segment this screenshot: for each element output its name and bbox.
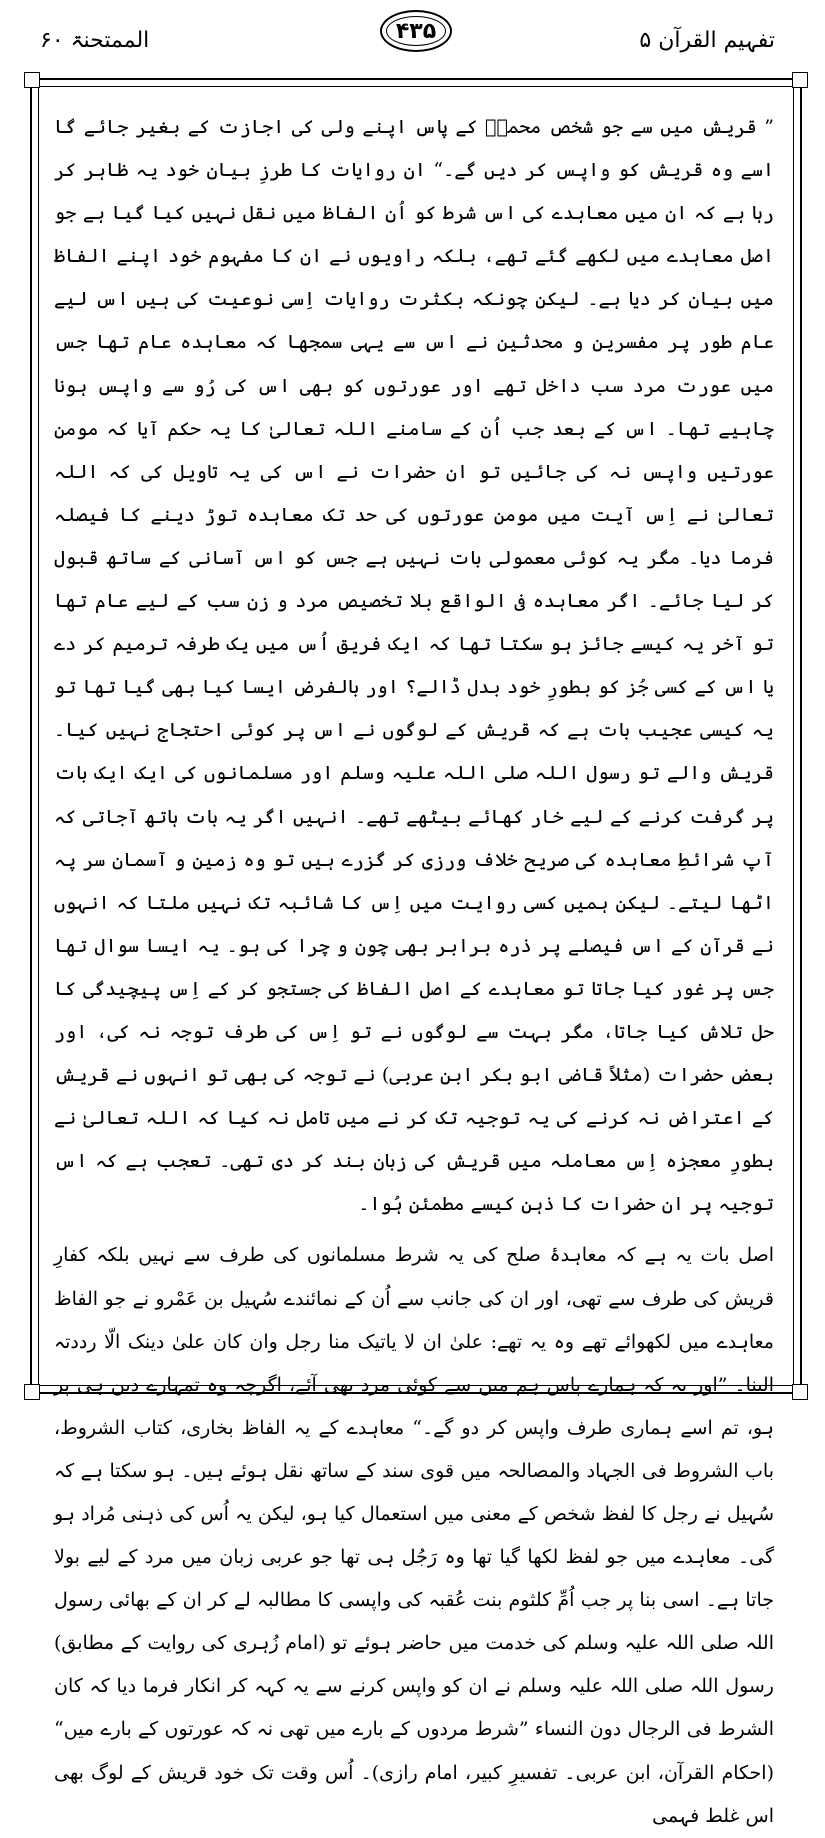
badge-ornament: [386, 16, 446, 46]
page-number-badge: [380, 10, 452, 52]
page-body: [54, 106, 774, 1827]
body-paragraph: اصل بات یہ ہے کہ معاہدۂ صلح کی یہ شرط مسلمانوں کی طرف سے نہیں بلکہ کفارِ قریش کی طرف سے تھی، اور ان کی جانب سے اُن کے نمائندے سُہیل بن عَمْرو نے جو الفاظ معاہدے میں لکھوائے تھے وہ یہ تھے: علیٰ ان لا یاتیک منا رجل وان کان علیٰ دینک الّا رددتہ الینا۔ ”اور یہ کہ ہمارے پاس ہم میں سے کوئی مرد بھی آئے، اگرچہ وہ تمہارے دین ہی پر ہو، تم اسے ہماری طرف واپس کر دو گے۔“ معاہدے کے یہ الفاظ بخاری، کتاب الشروط، باب الشروط فی الجہاد والمصالحہ میں قوی سند کے ساتھ نقل ہوئے ہیں۔ ہو سکتا ہے کہ سُہیل نے رجل کا لفظ شخص کے معنی میں استعمال کیا ہو، لیکن یہ اُس کی ذہنی مُراد ہو گی۔ معاہدے میں جو لفظ لکھا گیا تھا وہ رَجُل ہی تھا جو عربی زبان میں مرد کے لیے بولا جاتا ہے۔ اسی بنا پر جب اُمِّ کلثوم بنت عُقبہ کی واپسی کا مطالبہ لے کر ان کے بھائی رسول اللہ صلی اللہ علیہ وسلم کی خدمت میں حاضر ہوئے تو (امام زُہری کی روایت کے مطابق) رسول اللہ صلی اللہ علیہ وسلم نے ان کو واپس کرنے سے یہ کہہ کر انکار فرما دیا کہ کان الشرط فی الرجال دون النساء ”شرط مردوں کے بارے میں تھی نہ کہ عورتوں کے بارے میں“ (احکام القرآن، ابن عربی۔ تفسیرِ کبیر، امام رازی)۔ اُس وقت تک خود قریش کے لوگ بھی اس غلط فہمی: [54, 1244, 774, 1827]
page-number: ۴۳۵: [395, 18, 437, 44]
page-header: [0, 0, 825, 70]
surah-label: الممتحنۃ ۶۰: [40, 28, 150, 53]
body-paragraph: ” قریش میں سے جو شخص محمدؐ کے پاس اپنے ولی کی اجازت کے بغیر جائے گا اسے وہ قریش کو واپس کر دیں گے۔“ ان روایات کا طرزِ بیان خود یہ ظاہر کر رہا ہے کہ ان میں معاہدے کی اس شرط کو اُن الفاظ میں نقل نہیں کیا گیا ہے جو اصل معاہدے میں لکھے گئے تھے، بلکہ راویوں نے ان کا مفہوم خود اپنے الفاظ میں بیان کر دیا ہے۔ لیکن چونکہ بکثرت روایات اِسی نوعیت کی ہیں اس لیے عام طور پر مفسرین و محدثین نے اس سے یہی سمجھا کہ معاہدہ عام تھا جس میں عورت مرد سب داخل تھے اور عورتوں کو بھی اس کی رُو سے واپس ہونا چاہیے تھا۔ اس کے بعد جب اُن کے سامنے اللہ تعالیٰ کا یہ حکم آیا کہ مومن عورتیں واپس نہ کی جائیں تو ان حضرات نے اس کی یہ تاویل کی کہ اللہ تعالیٰ نے اِس آیت میں مومن عورتوں کی حد تک معاہدہ توڑ دینے کا فیصلہ فرما دیا۔ مگر یہ کوئی معمولی بات نہیں ہے جس کو اس آسانی کے ساتھ قبول کر لیا جائے۔ اگر معاہدہ فی الواقع بلا تخصیص مرد و زن سب کے لیے عام تھا تو آخر یہ کیسے جائز ہو سکتا تھا کہ ایک فریق اُس میں یک طرفہ ترمیم کر دے یا اس کے کسی جُز کو بطورِ خود بدل ڈالے؟ اور بالفرض ایسا کیا بھی گیا تھا تو یہ کیسی عجیب بات ہے کہ قریش کے لوگوں نے اس پر کوئی احتجاج نہیں کیا۔ قریش والے تو رسول اللہ صلی اللہ علیہ وسلم اور مسلمانوں کی ایک ایک بات پر گرفت کرنے کے لیے خار کھائے بیٹھے تھے۔ انہیں اگر یہ بات ہاتھ آجاتی کہ آپ شرائطِ معاہدہ کی صریح خلاف ورزی کر گزرے ہیں تو وہ زمین و آسمان سر پہ اٹھا لیتے۔ لیکن ہمیں کسی روایت میں اِس کا شائبہ تک نہیں ملتا کہ انہوں نے قرآن کے اس فیصلے پر ذرہ برابر بھی چون و چرا کی ہو۔ یہ ایسا سوال تھا جس پر غور کیا جاتا تو معاہدے کے اصل الفاظ کی جستجو کر کے اِس پیچیدگی کا حل تلاش کیا جاتا، مگر بہت سے لوگوں نے تو اِس کی طرف توجہ نہ کی، اور بعض حضرات (مثلاً قاضی ابو بکر ابن عربی) نے توجہ کی بھی تو انہوں نے قریش کے اعتراض نہ کرنے کی یہ توجیہ تک کر نے میں تامل نہ کیا کہ اللہ تعالیٰ نے بطورِ معجزہ اِس معاملہ میں قریش کی زبان بند کر دی تھی۔ تعجب ہے کہ اس توجیہ پر ان حضرات کا ذہن کیسے مطمئن ہُوا۔: [54, 116, 774, 1216]
border-corner-ornament: [792, 72, 808, 88]
border-corner-ornament: [24, 72, 40, 88]
book-title: تفہیم القرآن ۵: [639, 28, 775, 53]
